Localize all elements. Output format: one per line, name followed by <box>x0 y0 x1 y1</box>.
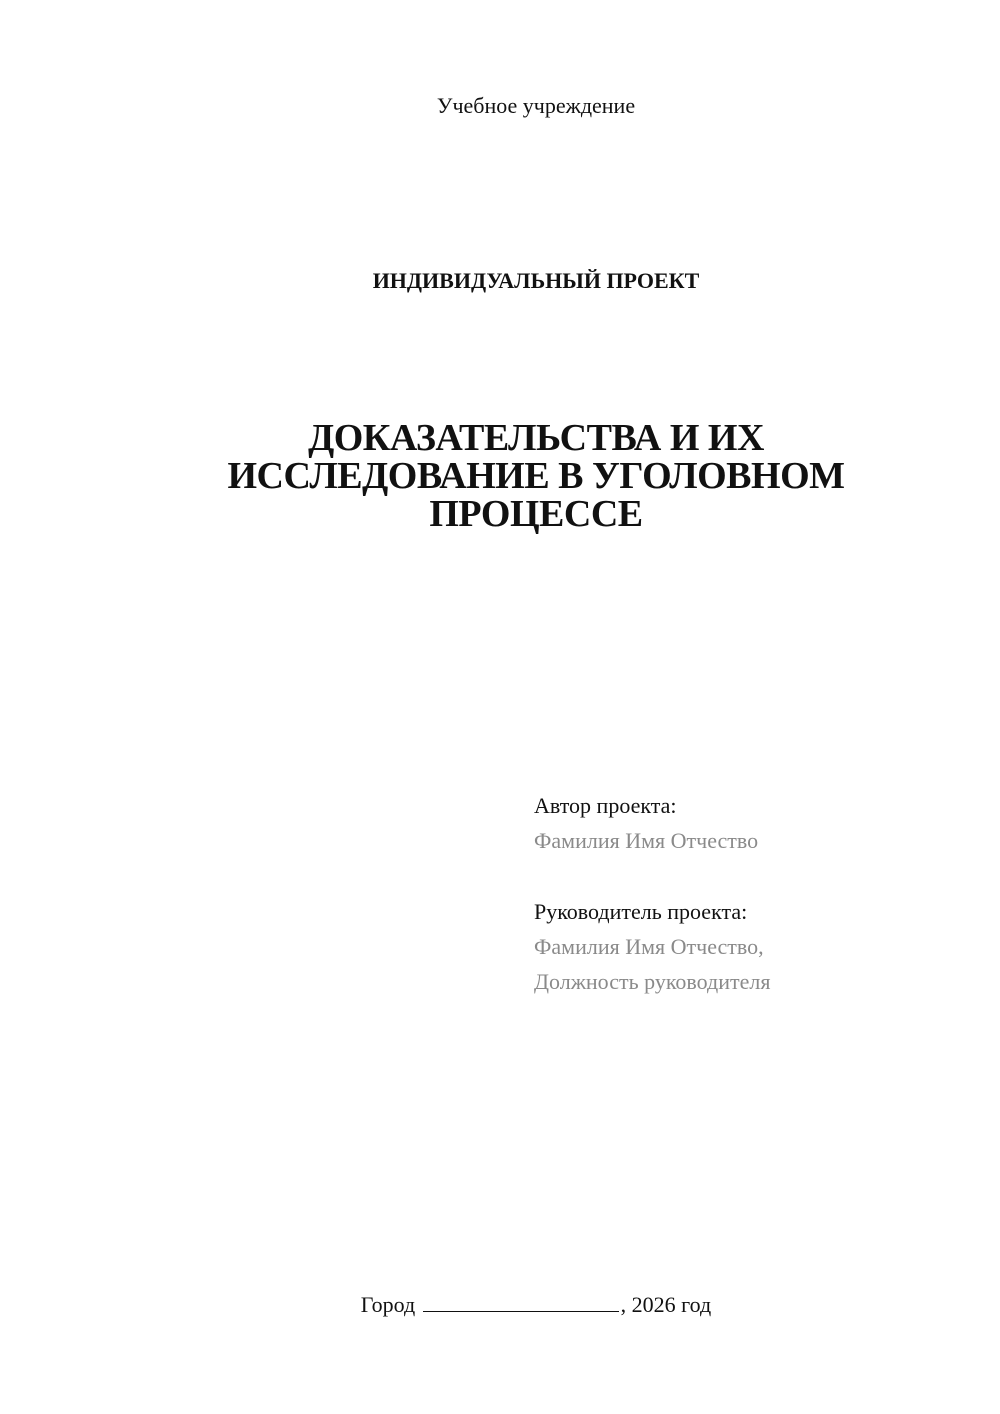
project-title-line: ДОКАЗАТЕЛЬСТВА И ИХ <box>308 417 764 459</box>
credits-spacer <box>534 858 974 894</box>
supervisor-label: Руководитель проекта: <box>534 899 748 924</box>
project-title-line: ПРОЦЕССЕ <box>429 493 643 535</box>
city-year-line <box>0 1290 1000 1320</box>
city-label: Город <box>360 1292 416 1317</box>
year-text: , 2026 год <box>620 1292 712 1317</box>
credits-block <box>534 788 974 999</box>
supervisor-name-placeholder: Фамилия Имя Отчество, <box>534 934 764 959</box>
city-blank-underline <box>423 1293 619 1312</box>
supervisor-position-placeholder: Должность руководителя <box>534 969 771 994</box>
project-title-line: ИССЛЕДОВАНИЕ В УГОЛОВНОМ <box>227 455 845 497</box>
institution-name: Учебное учреждение <box>436 93 636 118</box>
project-type-heading: ИНДИВИДУАЛЬНЫЙ ПРОЕКТ <box>372 268 700 293</box>
author-name-placeholder: Фамилия Имя Отчество <box>534 828 759 853</box>
project-title <box>0 419 1000 533</box>
author-label: Автор проекта: <box>534 793 677 818</box>
